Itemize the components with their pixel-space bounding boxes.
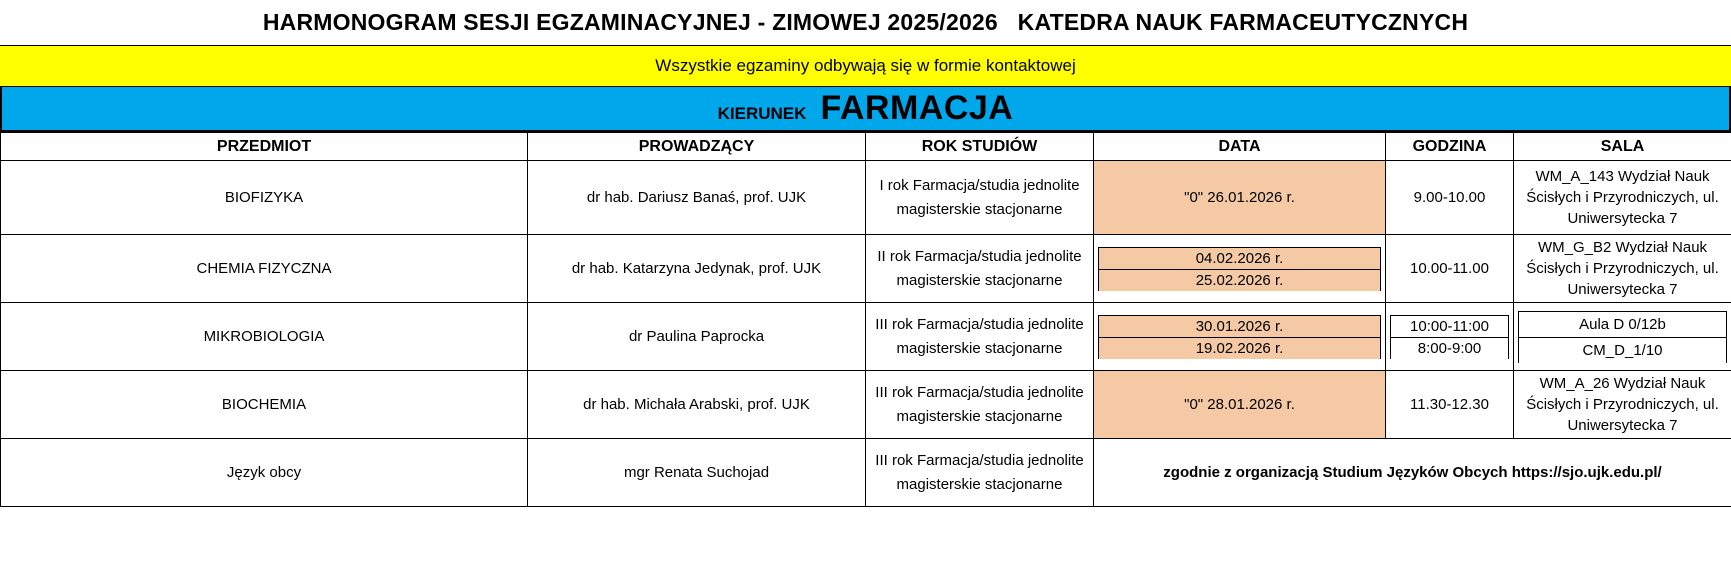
table-row bbox=[1, 371, 1731, 439]
table-header-row bbox=[1, 133, 1731, 161]
cell-room: WM_G_B2 Wydział Nauk Ścisłych i Przyrodniczych, ul. Uniwersytecka 7 bbox=[1514, 235, 1731, 303]
column-header-room: SALA bbox=[1514, 133, 1731, 161]
cell-lecturer: dr Paulina Paprocka bbox=[528, 303, 866, 371]
cell-room: WM_A_143 Wydział Nauk Ścisłych i Przyrodniczych, ul. Uniwersytecka 7 bbox=[1514, 161, 1731, 235]
cell-lecturer: dr hab. Katarzyna Jedynak, prof. UJK bbox=[528, 235, 866, 303]
cell-lecturer: dr hab. Michała Arabski, prof. UJK bbox=[528, 371, 866, 439]
cell-date: "0" 28.01.2026 r. bbox=[1094, 371, 1386, 439]
column-header-date: DATA bbox=[1094, 133, 1386, 161]
cell-subject: MIKROBIOLOGIA bbox=[1, 303, 528, 371]
column-header-lecturer: PROWADZĄCY bbox=[528, 133, 866, 161]
column-header-time: GODZINA bbox=[1386, 133, 1514, 161]
cell-room: CM_D_1/10 bbox=[1519, 337, 1727, 363]
cell-time-group bbox=[1386, 303, 1514, 371]
program-name: FARMACJA bbox=[820, 89, 1014, 127]
cell-time: 9.00-10.00 bbox=[1386, 161, 1514, 235]
program-banner bbox=[0, 87, 1731, 132]
cell-time: 10.00-11.00 bbox=[1386, 235, 1514, 303]
cell-time: 8:00-9:00 bbox=[1391, 337, 1509, 359]
cell-room: Aula D 0/12b bbox=[1519, 311, 1727, 337]
cell-subject: BIOCHEMIA bbox=[1, 371, 528, 439]
cell-note-language-link[interactable]: zgodnie z organizacją Studium Języków Obcych https://sjo.ujk.edu.pl/ bbox=[1094, 439, 1731, 507]
table-row bbox=[1, 161, 1731, 235]
cell-date: 04.02.2026 r. bbox=[1099, 247, 1381, 269]
cell-year: III rok Farmacja/studia jednolite magisterskie stacjonarne bbox=[866, 439, 1094, 507]
table-row bbox=[1, 303, 1731, 371]
cell-lecturer: mgr Renata Suchojad bbox=[528, 439, 866, 507]
cell-room: WM_A_26 Wydział Nauk Ścisłych i Przyrodniczych, ul. Uniwersytecka 7 bbox=[1514, 371, 1731, 439]
cell-date-group bbox=[1094, 235, 1386, 303]
page-title: HARMONOGRAM SESJI EGZAMINACYJNEJ - ZIMOWEJ 2025/2026 KATEDRA NAUK FARMACEUTYCZNYCH bbox=[262, 9, 1469, 35]
cell-date: 19.02.2026 r. bbox=[1099, 337, 1381, 359]
cell-year: I rok Farmacja/studia jednolite magisterskie stacjonarne bbox=[866, 161, 1094, 235]
cell-date: 30.01.2026 r. bbox=[1099, 315, 1381, 337]
cell-year: III rok Farmacja/studia jednolite magisterskie stacjonarne bbox=[866, 371, 1094, 439]
program-label: KIERUNEK bbox=[717, 103, 807, 123]
cell-subject: CHEMIA FIZYCZNA bbox=[1, 235, 528, 303]
column-header-year: ROK STUDIÓW bbox=[866, 133, 1094, 161]
cell-date-group bbox=[1094, 303, 1386, 371]
cell-lecturer: dr hab. Dariusz Banaś, prof. UJK bbox=[528, 161, 866, 235]
cell-time: 11.30-12.30 bbox=[1386, 371, 1514, 439]
cell-date: 25.02.2026 r. bbox=[1099, 269, 1381, 291]
exam-form-notice: Wszystkie egzaminy odbywają się w formie kontaktowej bbox=[0, 45, 1731, 87]
table-row bbox=[1, 439, 1731, 507]
column-header-subject: PRZEDMIOT bbox=[1, 133, 528, 161]
table-row bbox=[1, 235, 1731, 303]
cell-time: 10:00-11:00 bbox=[1391, 315, 1509, 337]
cell-subject: BIOFIZYKA bbox=[1, 161, 528, 235]
cell-room-group bbox=[1514, 303, 1731, 371]
cell-date: "0" 26.01.2026 r. bbox=[1094, 161, 1386, 235]
exam-schedule-table bbox=[0, 132, 1731, 507]
cell-subject: Język obcy bbox=[1, 439, 528, 507]
cell-year: III rok Farmacja/studia jednolite magisterskie stacjonarne bbox=[866, 303, 1094, 371]
cell-year: II rok Farmacja/studia jednolite magisterskie stacjonarne bbox=[866, 235, 1094, 303]
